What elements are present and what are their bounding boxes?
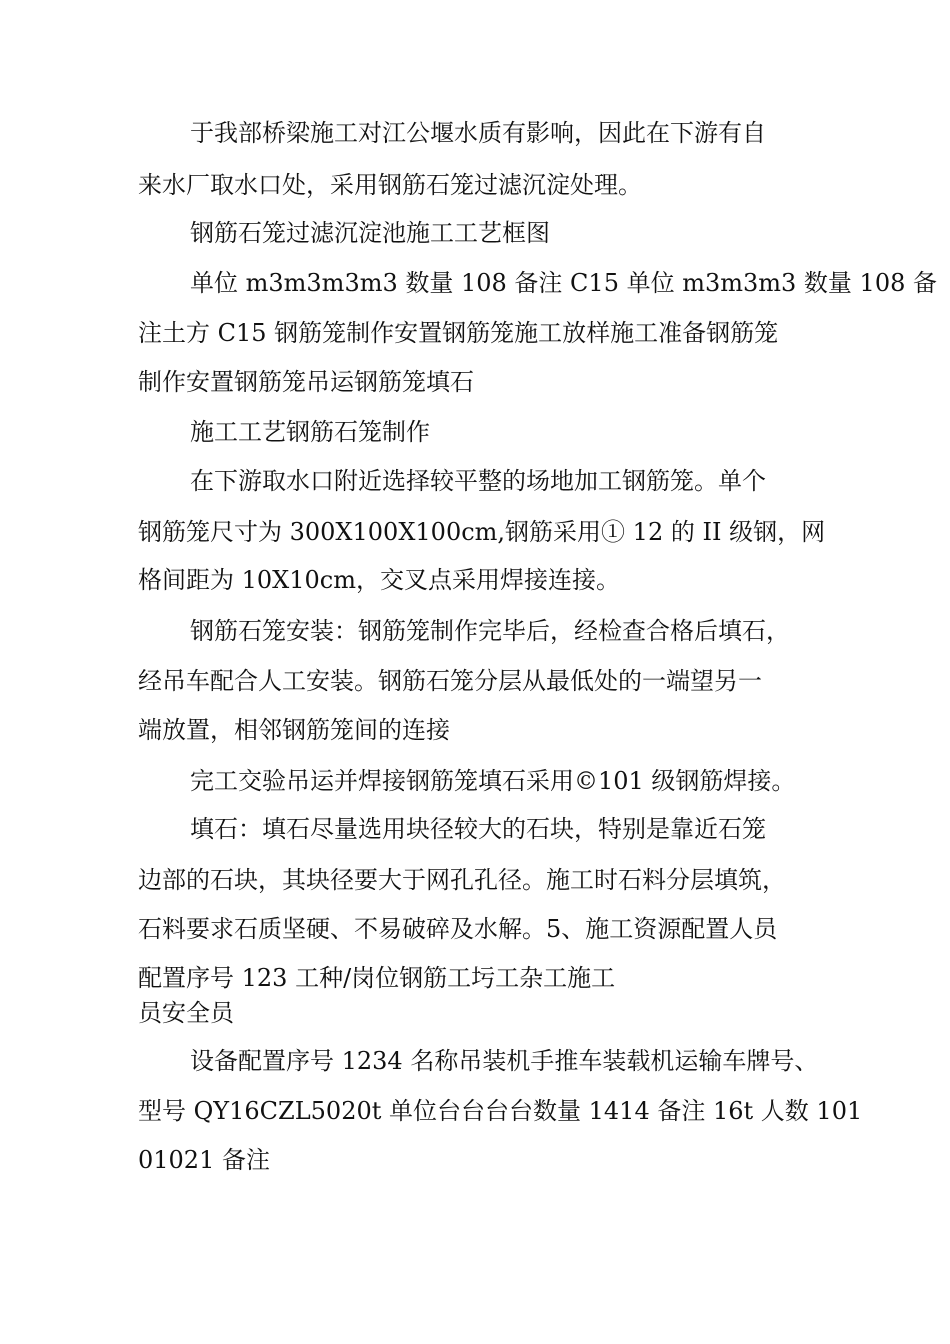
paragraph-line: 钢筋石笼安装：钢筋笼制作完毕后，经检查合格后填石，	[190, 617, 790, 645]
paragraph-line: 单位 m3m3m3m3 数量 108 备注 C15 单位 m3m3m3 数量 108 备	[190, 269, 937, 297]
paragraph-line: 在下游取水口附近选择较平整的场地加工钢筋笼。单个	[190, 467, 766, 495]
paragraph-line: 注土方 C15 钢筋笼制作安置钢筋笼施工放样施工准备钢筋笼	[138, 319, 779, 347]
section-heading: 施工工艺钢筋石笼制作	[190, 418, 430, 446]
paragraph-line: 石料要求石质坚硬、不易破碎及水解。5、施工资源配置人员	[138, 915, 778, 943]
paragraph-line: 格间距为 10X10cm，交叉点采用焊接连接。	[138, 566, 620, 594]
paragraph-line: 于我部桥梁施工对江公堰水质有影响，因此在下游有自	[190, 119, 766, 147]
paragraph-line: 填石：填石尽量选用块径较大的石块，特别是靠近石笼	[190, 815, 766, 843]
paragraph-line: 经吊车配合人工安装。钢筋石笼分层从最低处的一端望另一	[138, 667, 762, 695]
paragraph-line: 01021 备注	[138, 1146, 270, 1174]
section-heading: 钢筋石笼过滤沉淀池施工工艺框图	[190, 219, 550, 247]
paragraph-line: 设备配置序号 1234 名称吊装机手推车装载机运输车牌号、	[190, 1047, 819, 1075]
paragraph-line: 钢筋笼尺寸为 300X100X100cm,钢筋采用① 12 的 II 级钢，网	[138, 518, 826, 546]
paragraph-line: 员安全员	[138, 999, 234, 1027]
paragraph-line: 型号 QY16CZL5020t 单位台台台台数量 1414 备注 16t 人数 101	[138, 1097, 863, 1125]
paragraph-line: 完工交验吊运并焊接钢筋笼填石采用©101 级钢筋焊接。	[190, 767, 796, 795]
paragraph-line: 配置序号 123 工种/岗位钢筋工圬工杂工施工	[138, 964, 616, 992]
paragraph-line: 边部的石块，其块径要大于网孔孔径。施工时石料分层填筑，	[138, 866, 786, 894]
paragraph-line: 端放置，相邻钢筋笼间的连接	[138, 716, 450, 744]
paragraph-line: 制作安置钢筋笼吊运钢筋笼填石	[138, 368, 474, 396]
paragraph-line: 来水厂取水口处，采用钢筋石笼过滤沉淀处理。	[138, 171, 642, 199]
